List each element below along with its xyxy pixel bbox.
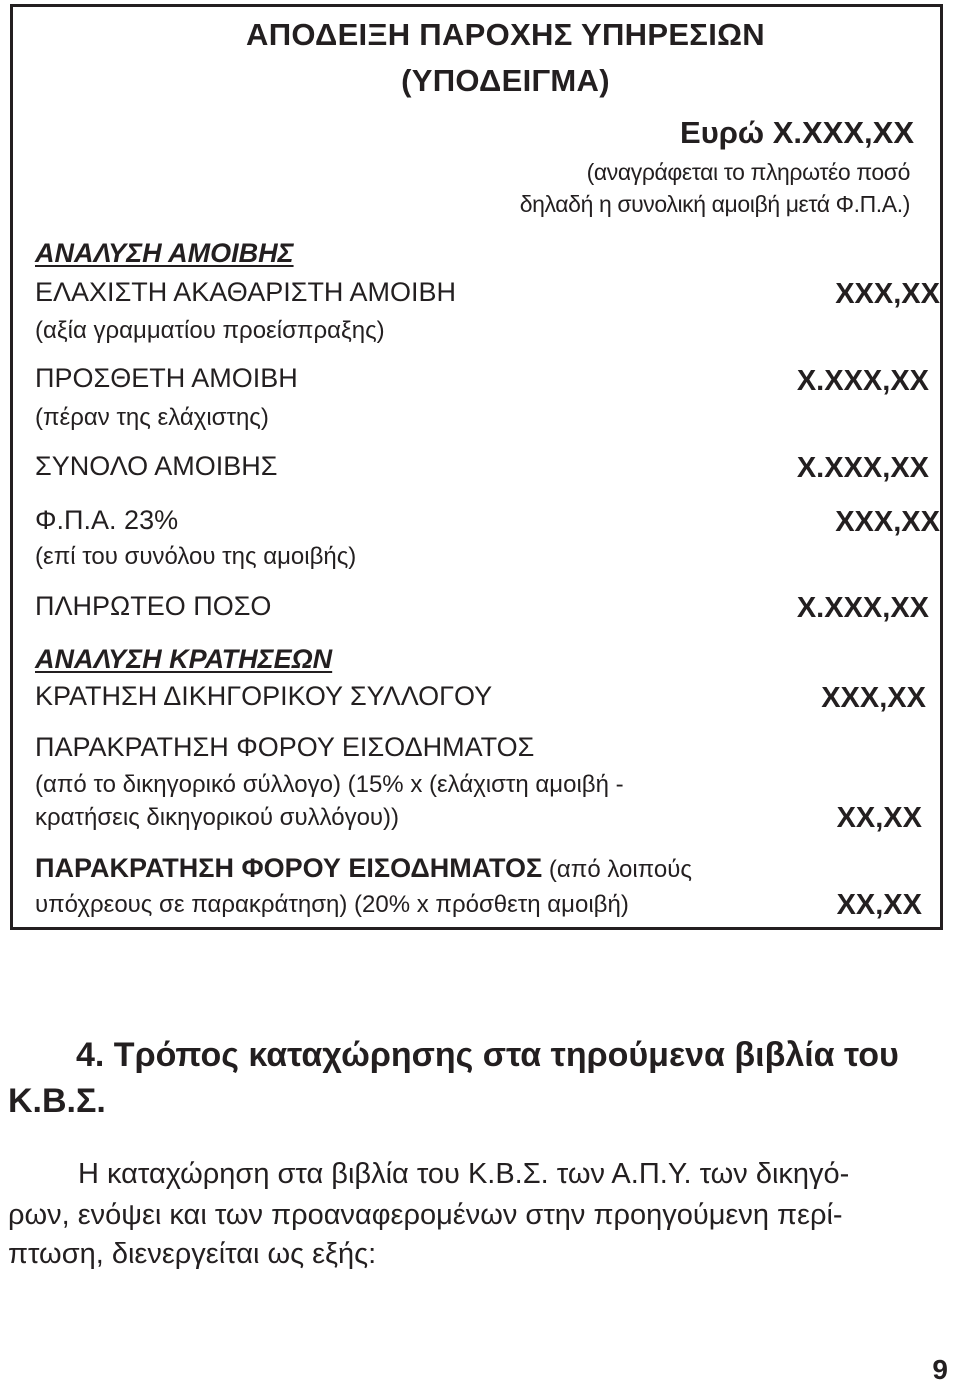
receipt-subtitle: (ΥΠΟΔΕΙΓΜΑ) <box>401 63 610 98</box>
tax1-label: ΠΑΡΑΚΡΑΤΗΣΗ ΦΟΡΟΥ ΕΙΣΟΔΗΜΑΤΟΣ <box>35 732 535 762</box>
tax2-label: ΠΑΡΑΚΡΑΤΗΣΗ ΦΟΡΟΥ ΕΙΣΟΔΗΜΑΤΟΣ <box>35 853 543 883</box>
section4-heading-line1: 4. Τρόπος καταχώρησης στα τηρούμενα βιβλία του <box>76 1036 899 1074</box>
withholding-analysis-heading: ΑΝΑΛΥΣΗ ΚΡΑΤΗΣΕΩΝ <box>35 644 333 674</box>
receipt-title: ΑΠΟΔΕΙΞΗ ΠΑΡΟΧΗΣ ΥΠΗΡΕΣΙΩΝ <box>246 17 765 52</box>
tax1-note-line1: (από το δικηγορικό σύλλογο) (15% x (ελάχιστη αμοιβή - <box>35 771 624 798</box>
minimum-fee-note: (αξία γραμματίου προείσπραξης) <box>35 317 385 344</box>
section4-para-line1: Η καταχώρηση στα βιβλία του Κ.Β.Σ. των Α.Π.Υ. των δικηγό- <box>78 1158 850 1190</box>
receipt-template-box <box>10 4 943 930</box>
section4-para-line2: ρων, ενόψει και των προαναφερομένων στην προηγούμενη περί- <box>8 1199 843 1231</box>
receipt-amount: Ευρώ Χ.ΧΧΧ,ΧΧ <box>680 115 914 150</box>
payable-value: Χ.ΧΧΧ,ΧΧ <box>796 592 929 624</box>
payable-label: ΠΛΗΡΩΤΕΟ ΠΟΣΟ <box>35 591 272 621</box>
amount-note-line2: δηλαδή η συνολική αμοιβή μετά Φ.Π.Α.) <box>519 191 910 217</box>
fee-analysis-heading: ΑΝΑΛΥΣΗ ΑΜΟΙΒΗΣ <box>35 238 294 268</box>
page-number: 9 <box>932 1354 948 1385</box>
additional-fee-label: ΠΡΟΣΘΕΤΗ ΑΜΟΙΒΗ <box>35 363 298 393</box>
total-fee-value: Χ.ΧΧΧ,ΧΧ <box>796 452 929 484</box>
vat-note: (επί του συνόλου της αμοιβής) <box>35 543 357 570</box>
tax2-note-line2: υπόχρεους σε παρακράτηση) (20% x πρόσθετη αμοιβή) <box>35 891 629 918</box>
section4-para-line3: πτωση, διενεργείται ως εξής: <box>8 1238 377 1270</box>
additional-fee-note: (πέραν της ελάχιστης) <box>35 404 269 431</box>
tax1-value: ΧΧ,ΧΧ <box>836 802 922 834</box>
additional-fee-value: Χ.ΧΧΧ,ΧΧ <box>796 365 929 397</box>
bar-withholding-value: ΧΧΧ,ΧΧ <box>821 682 926 714</box>
tax2-value: ΧΧ,ΧΧ <box>836 889 922 921</box>
minimum-fee-label: ΕΛΑΧΙΣΤΗ ΑΚΑΘΑΡΙΣΤΗ ΑΜΟΙΒΗ <box>35 277 456 307</box>
tax1-note-line2: κρατήσεις δικηγορικού συλλόγου)) <box>35 804 400 831</box>
minimum-fee-value: ΧΧΧ,ΧΧ <box>835 278 940 310</box>
bar-withholding-label: ΚΡΑΤΗΣΗ ΔΙΚΗΓΟΡΙΚΟΥ ΣΥΛΛΟΓΟΥ <box>35 681 493 711</box>
total-fee-label: ΣΥΝΟΛΟ ΑΜΟΙΒΗΣ <box>35 451 278 481</box>
tax2-label-line1 <box>35 853 692 884</box>
section4-heading-line2: Κ.Β.Σ. <box>8 1082 106 1120</box>
amount-note-line1: (αναγράφεται το πληρωτέο ποσό <box>586 159 910 185</box>
vat-value: ΧΧΧ,ΧΧ <box>835 506 940 538</box>
vat-label: Φ.Π.Α. 23% <box>35 505 179 535</box>
tax2-note-inline: (από λοιπούς <box>542 856 692 883</box>
